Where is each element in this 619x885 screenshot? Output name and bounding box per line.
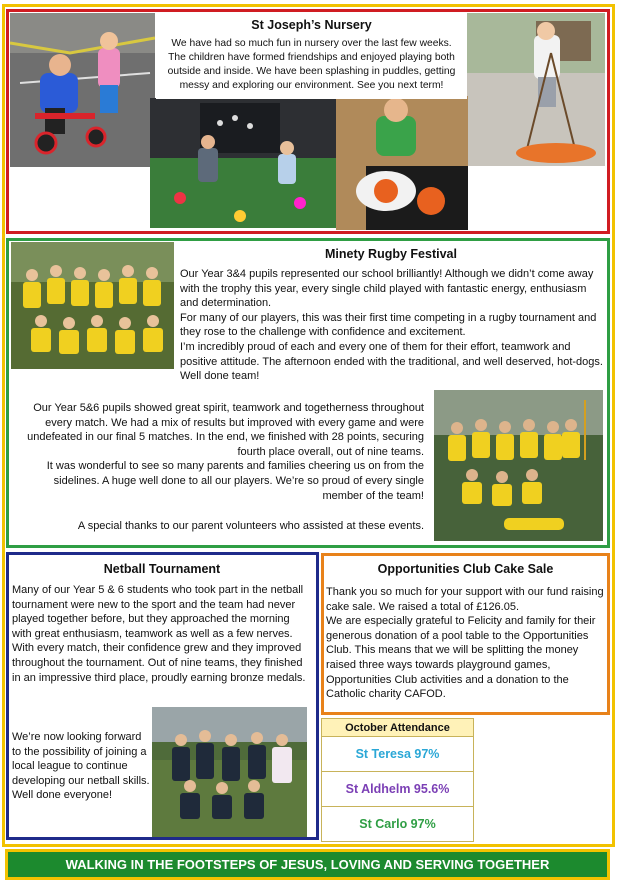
nursery-title: St Joseph’s Nursery	[251, 18, 372, 32]
cake-sale-body: Thank you so much for your support with our fund raising cake sale. We raised a total of £126.05. We are especially grateful to Felicity and family for their generous donation of a pool table to the Opportunities Club. This means that we will be splitting the money raised three ways towards playground games, Opportunities Club activities and a donation to the Catholic charity CAFOD.	[326, 586, 604, 701]
rugby-body-year34: Our Year 3&4 pupils represented our school brilliantly! Although we didn’t come away with the trophy this year, every single child played with fantastic energy, enthusiasm and determination. For many of our players, this was their first time competing in a rugby tournament and they rose to the challenge with confidence and excitement. I’m incredibly proud of each and every one of them for their effort, teamwork and positive attitude. The afternoon ended with the traditional, and well deserved, hot-dogs. Well done team!	[180, 268, 603, 383]
attendance-title: October Attendance	[322, 719, 473, 737]
netball-photo-team	[152, 707, 307, 837]
netball-title: Netball Tournament	[103, 562, 221, 576]
netball-body-main: Many of our Year 5 & 6 students who took part in the netball tournament were new to the sport and the team had never played together before, but they approached the morning with great enthusiasm, teamwork as well as a few nerves. With every match, their confidence grew and they improved throughout the tournament. Out of nine teams, they finished in an impressive third place, proudly earning bronze medals.	[12, 584, 306, 684]
rugby-photo-year34	[11, 242, 174, 369]
netball-body-closing: We’re now looking forward to the possibility of joining a local league to continue developing our netball skills. Well done everyone!	[12, 731, 150, 802]
nursery-body: We have had so much fun in nursery over the last few weeks. The children have formed friendships and enjoyed playing both outside and inside. We have been splashing in puddles, getting messy and exploring our environment. See you next term!	[167, 38, 456, 91]
footer-motto: WALKING IN THE FOOTSTEPS OF JESUS, LOVING AND SERVING TOGETHER	[5, 849, 610, 880]
nursery-photo-scooter	[10, 13, 155, 167]
rugby-title: Minety Rugby Festival	[325, 247, 457, 261]
rugby-thanks: A special thanks to our parent volunteers who assisted at these events.	[77, 520, 424, 532]
attendance-table	[321, 718, 474, 842]
nursery-photo-painting	[466, 13, 605, 166]
nursery-photo-art	[336, 96, 468, 230]
attendance-row-st-teresa: St Teresa 97%	[322, 737, 473, 772]
rugby-body-year56: Our Year 5&6 pupils showed great spirit, teamwork and togetherness throughout every match. We had a mix of results but improved with every game and were undefeated in our final 5 matches. In the end, we finished with 28 points, securing fourth place overall, out of nine teams. It was wonderful to see so many parents and families cheering us on from the sidelines. A huge well done to all our players. We’re so proud of every single member of the team!	[27, 402, 424, 502]
attendance-row-st-aldhelm: St Aldhelm 95.6%	[322, 772, 473, 807]
rugby-photo-year56	[434, 390, 603, 541]
attendance-row-st-carlo: St Carlo 97%	[359, 817, 436, 831]
nursery-photo-classroom	[150, 98, 336, 228]
cake-sale-title: Opportunities Club Cake Sale	[377, 562, 554, 576]
